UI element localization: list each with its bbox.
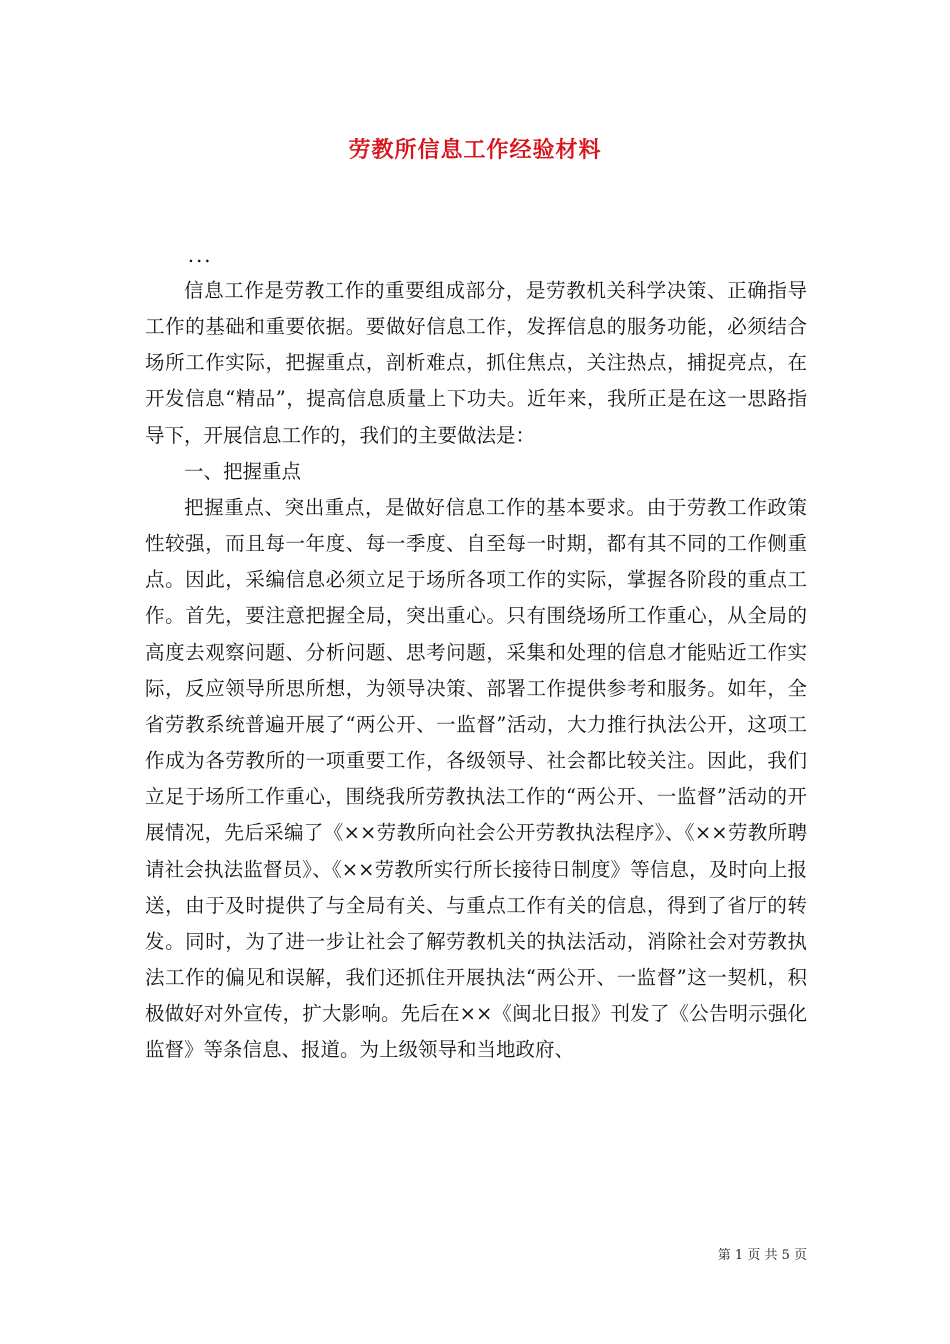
paragraph-section-1: 把握重点、突出重点，是做好信息工作的基本要求。由于劳教工作政策性较强，而且每一年度、每一季度、自至每一时期，都有其不同的工作侧重点。因此，采编信息必须立足于场所各项工作的实际，掌握各阶段的重点工作。首先，要注意把握全局，突出重心。只有围绕场所工作重心，从全局的高度去观察问题、分析问题、思考问题，采集和处理的信息才能贴近工作实际，反应领导所思所想，为领导决策、部署工作提供参考和服务。如年，全省劳教系统普遍开展了“两公开、一监督”活动，大力推行执法公开，这项工作成为各劳教所的一项重要工作，各级领导、社会都比较关注。因此，我们立足于场所工作重心，围绕我所劳教执法工作的“两公开、一监督”活动的开展情况，先后采编了《××劳教所向社会公开劳教执法程序》、《××劳教所聘请社会执法监督员》、《××劳教所实行所长接待日制度》等信息，及时向上报送，由于及时提供了与全局有关、与重点工作有关的信息，得到了省厅的转发。同时，为了进一步让社会了解劳教机关的执法活动，消除社会对劳教执法工作的偏见和误解，我们还抓住开展执法“两公开、一监督”这一契机，积极做好对外宣传，扩大影响。先后在××《闽北日报》刊发了《公告明示强化监督》等条信息、报道。为上级领导和当地政府、 [145, 495, 807, 1062]
paragraph-intro: 信息工作是劳教工作的重要组成部分，是劳教机关科学决策、正确指导工作的基础和重要依据。要做好信息工作，发挥信息的服务功能，必须结合场所工作实际，把握重点，剖析难点，抓住焦点，关注热点，捕捉亮点，在开发信息“精品”，提高信息质量上下功夫。近年来，我所正是在这一思路指导下，开展信息工作的，我们的主要做法是： [145, 279, 807, 447]
document-title: 劳教所信息工作经验材料 [348, 137, 602, 163]
section-heading-1: 一、把握重点 [184, 459, 302, 483]
document-body [145, 243, 807, 1068]
page-number-footer: 第 1 页 共 5 页 [717, 1248, 807, 1263]
ellipsis-marker: ... [187, 244, 213, 267]
